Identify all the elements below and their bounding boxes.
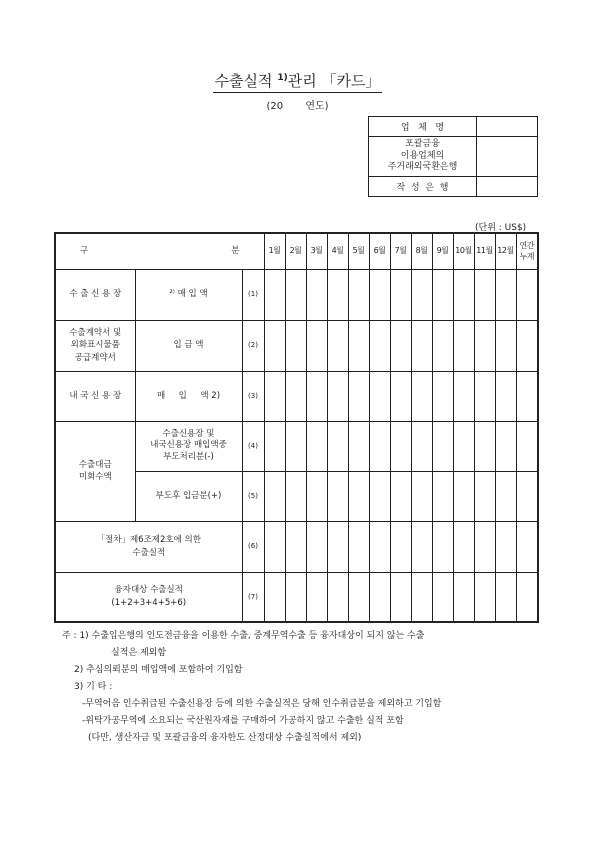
month-value-cell[interactable] [474, 521, 495, 572]
title-footnote-marker: 1) [277, 73, 288, 83]
month-value-cell[interactable] [411, 471, 432, 521]
month-value-cell[interactable] [432, 421, 453, 471]
row-subcategory: ²⁾ 매 입 액 [135, 269, 242, 320]
month-value-cell[interactable] [327, 269, 348, 320]
month-value-cell[interactable] [264, 471, 285, 521]
month-value-cell[interactable] [369, 521, 390, 572]
month-value-cell[interactable] [306, 572, 327, 622]
month-value-cell[interactable] [411, 320, 432, 371]
month-value-cell[interactable] [432, 521, 453, 572]
company-name-field[interactable] [477, 117, 538, 137]
month-value-cell[interactable] [306, 320, 327, 371]
row-number: (6) [242, 521, 264, 572]
annual-total-cell[interactable] [516, 371, 538, 421]
row-category: 수출계약서 및 외화표시물품 공급계약서 [55, 320, 135, 371]
month-value-cell[interactable] [432, 320, 453, 371]
month-header: 11월 [474, 233, 495, 269]
row-number: (7) [242, 572, 264, 622]
table-row [55, 421, 538, 471]
table-row [55, 371, 538, 421]
page-title [0, 70, 595, 91]
row-number: (4) [242, 421, 264, 471]
month-value-cell[interactable] [348, 572, 369, 622]
note-line: 주 : 1) 수출입은행의 인도전금융을 이용한 수출, 중계무역수출 등 융자대상이 되지 않는 수출 [62, 631, 425, 641]
month-value-cell[interactable] [327, 471, 348, 521]
month-value-cell[interactable] [369, 471, 390, 521]
month-value-cell[interactable] [348, 269, 369, 320]
month-value-cell[interactable] [390, 471, 411, 521]
row-number: (1) [242, 269, 264, 320]
row-subcategory: 매 입 액 2) [135, 371, 242, 421]
month-value-cell[interactable] [474, 471, 495, 521]
month-value-cell[interactable] [369, 572, 390, 622]
header-category-cell [55, 233, 264, 269]
month-header: 8월 [411, 233, 432, 269]
table-row [55, 572, 538, 622]
month-value-cell[interactable] [264, 371, 285, 421]
month-value-cell[interactable] [369, 371, 390, 421]
row-subcategory: 수출신용장 및 내국신용장 매입액중 부도처리분(-) [135, 421, 242, 471]
month-value-cell[interactable] [348, 471, 369, 521]
month-value-cell[interactable] [264, 320, 285, 371]
month-value-cell[interactable] [348, 421, 369, 471]
month-value-cell[interactable] [495, 572, 516, 622]
month-header: 1월 [264, 233, 285, 269]
month-header: 9월 [432, 233, 453, 269]
month-value-cell[interactable] [453, 421, 474, 471]
row-number: (3) [242, 371, 264, 421]
month-value-cell[interactable] [495, 320, 516, 371]
month-value-cell[interactable] [285, 371, 306, 421]
month-value-cell[interactable] [390, 421, 411, 471]
month-value-cell[interactable] [327, 421, 348, 471]
export-record-table [54, 232, 539, 623]
row-category: 수출대금 미회수액 [55, 421, 135, 521]
month-value-cell[interactable] [495, 269, 516, 320]
annual-total-header: 연간 누계 [516, 233, 538, 269]
note-line: -무역어음 인수취급된 수출신용장 등에 의한 수출실적은 당해 인수취급분을 제외하고 기입함 [82, 699, 442, 709]
footnotes [62, 628, 441, 747]
month-value-cell[interactable] [411, 572, 432, 622]
month-value-cell[interactable] [411, 371, 432, 421]
month-value-cell[interactable] [432, 371, 453, 421]
row-number: (5) [242, 471, 264, 521]
month-value-cell[interactable] [390, 269, 411, 320]
month-value-cell[interactable] [306, 471, 327, 521]
month-value-cell[interactable] [285, 521, 306, 572]
month-value-cell[interactable] [348, 320, 369, 371]
row-subcategory: 부도후 입금분(+) [135, 471, 242, 521]
note-line: 3) 기 타 : [74, 682, 113, 692]
note-line: 2) 추심의뢰분의 매입액에 포함하여 기입함 [74, 665, 243, 675]
month-value-cell[interactable] [369, 421, 390, 471]
row-category: 내 국 신 용 장 [55, 371, 135, 421]
month-value-cell[interactable] [495, 421, 516, 471]
table-row [55, 521, 538, 572]
row-category: 「절차」제6조제2호에 의한 수출실적 [55, 521, 242, 572]
writing-bank-label: 작 성 은 행 [369, 177, 477, 197]
annual-total-cell[interactable] [516, 471, 538, 521]
table-row [55, 269, 538, 320]
month-value-cell[interactable] [285, 471, 306, 521]
month-value-cell[interactable] [327, 521, 348, 572]
month-value-cell[interactable] [264, 269, 285, 320]
month-header: 5월 [348, 233, 369, 269]
month-value-cell[interactable] [474, 572, 495, 622]
month-value-cell[interactable] [453, 371, 474, 421]
row-category: 융자대상 수출실적 (1+2+3+4+5+6) [55, 572, 242, 622]
month-value-cell[interactable] [306, 521, 327, 572]
info-box [368, 116, 538, 197]
annual-total-cell[interactable] [516, 521, 538, 572]
month-value-cell[interactable] [327, 572, 348, 622]
month-value-cell[interactable] [264, 572, 285, 622]
month-value-cell[interactable] [411, 521, 432, 572]
note-line: 실적은 제외함 [111, 648, 167, 658]
month-value-cell[interactable] [285, 572, 306, 622]
row-category: 수 출 신 용 장 [55, 269, 135, 320]
row-number: (2) [242, 320, 264, 371]
note-line: (다만, 생산자금 및 포괄금융의 융자한도 산정대상 수출실적에서 제외) [88, 733, 362, 743]
header-bun: 분 [231, 246, 240, 257]
month-value-cell[interactable] [432, 471, 453, 521]
month-value-cell[interactable] [348, 371, 369, 421]
month-value-cell[interactable] [390, 371, 411, 421]
month-value-cell[interactable] [390, 521, 411, 572]
title-rest: 관리 「카드」 [287, 72, 381, 90]
month-value-cell[interactable] [432, 269, 453, 320]
writing-bank-field[interactable] [477, 177, 538, 197]
month-value-cell[interactable] [306, 371, 327, 421]
row-subcategory: 입 금 액 [135, 320, 242, 371]
month-value-cell[interactable] [327, 320, 348, 371]
month-header: 6월 [369, 233, 390, 269]
note-line: -위탁가공무역에 소요되는 국산원자재를 구매하여 가공하지 않고 수출한 실적 포함 [82, 716, 404, 726]
month-header: 4월 [327, 233, 348, 269]
year-line: (20 연도) [266, 101, 329, 112]
month-value-cell[interactable] [306, 269, 327, 320]
month-value-cell[interactable] [285, 421, 306, 471]
month-value-cell[interactable] [390, 572, 411, 622]
month-value-cell[interactable] [474, 320, 495, 371]
month-value-cell[interactable] [453, 572, 474, 622]
month-header: 7월 [390, 233, 411, 269]
annual-total-cell[interactable] [516, 269, 538, 320]
month-value-cell[interactable] [264, 521, 285, 572]
month-value-cell[interactable] [411, 269, 432, 320]
title-main: 수출실적 [214, 72, 273, 90]
main-bank-field[interactable] [477, 137, 538, 177]
annual-total-cell[interactable] [516, 320, 538, 371]
month-value-cell[interactable] [453, 320, 474, 371]
month-value-cell[interactable] [495, 521, 516, 572]
month-header: 10월 [453, 233, 474, 269]
annual-total-cell[interactable] [516, 572, 538, 622]
unit-label: (단위 : US$) [475, 223, 527, 233]
month-value-cell[interactable] [327, 371, 348, 421]
month-value-cell[interactable] [474, 269, 495, 320]
month-header: 2월 [285, 233, 306, 269]
month-header: 12월 [495, 233, 516, 269]
month-value-cell[interactable] [285, 269, 306, 320]
month-value-cell[interactable] [285, 320, 306, 371]
month-value-cell[interactable] [369, 320, 390, 371]
month-value-cell[interactable] [495, 471, 516, 521]
month-value-cell[interactable] [264, 421, 285, 471]
annual-total-cell[interactable] [516, 421, 538, 471]
month-value-cell[interactable] [390, 320, 411, 371]
month-value-cell[interactable] [495, 371, 516, 421]
month-value-cell[interactable] [474, 421, 495, 471]
table-row [55, 320, 538, 371]
month-value-cell[interactable] [369, 269, 390, 320]
month-header: 3월 [306, 233, 327, 269]
month-value-cell[interactable] [432, 572, 453, 622]
company-name-label: 업 체 명 [369, 117, 477, 137]
main-bank-label: 포괄금융 이용업체의 주거래외국환은행 [369, 137, 477, 177]
table-header-row [55, 233, 538, 269]
month-value-cell[interactable] [453, 269, 474, 320]
month-value-cell[interactable] [348, 521, 369, 572]
month-value-cell[interactable] [453, 521, 474, 572]
header-gu: 구 [80, 246, 89, 257]
month-value-cell[interactable] [411, 421, 432, 471]
month-value-cell[interactable] [474, 371, 495, 421]
month-value-cell[interactable] [453, 471, 474, 521]
month-value-cell[interactable] [306, 421, 327, 471]
